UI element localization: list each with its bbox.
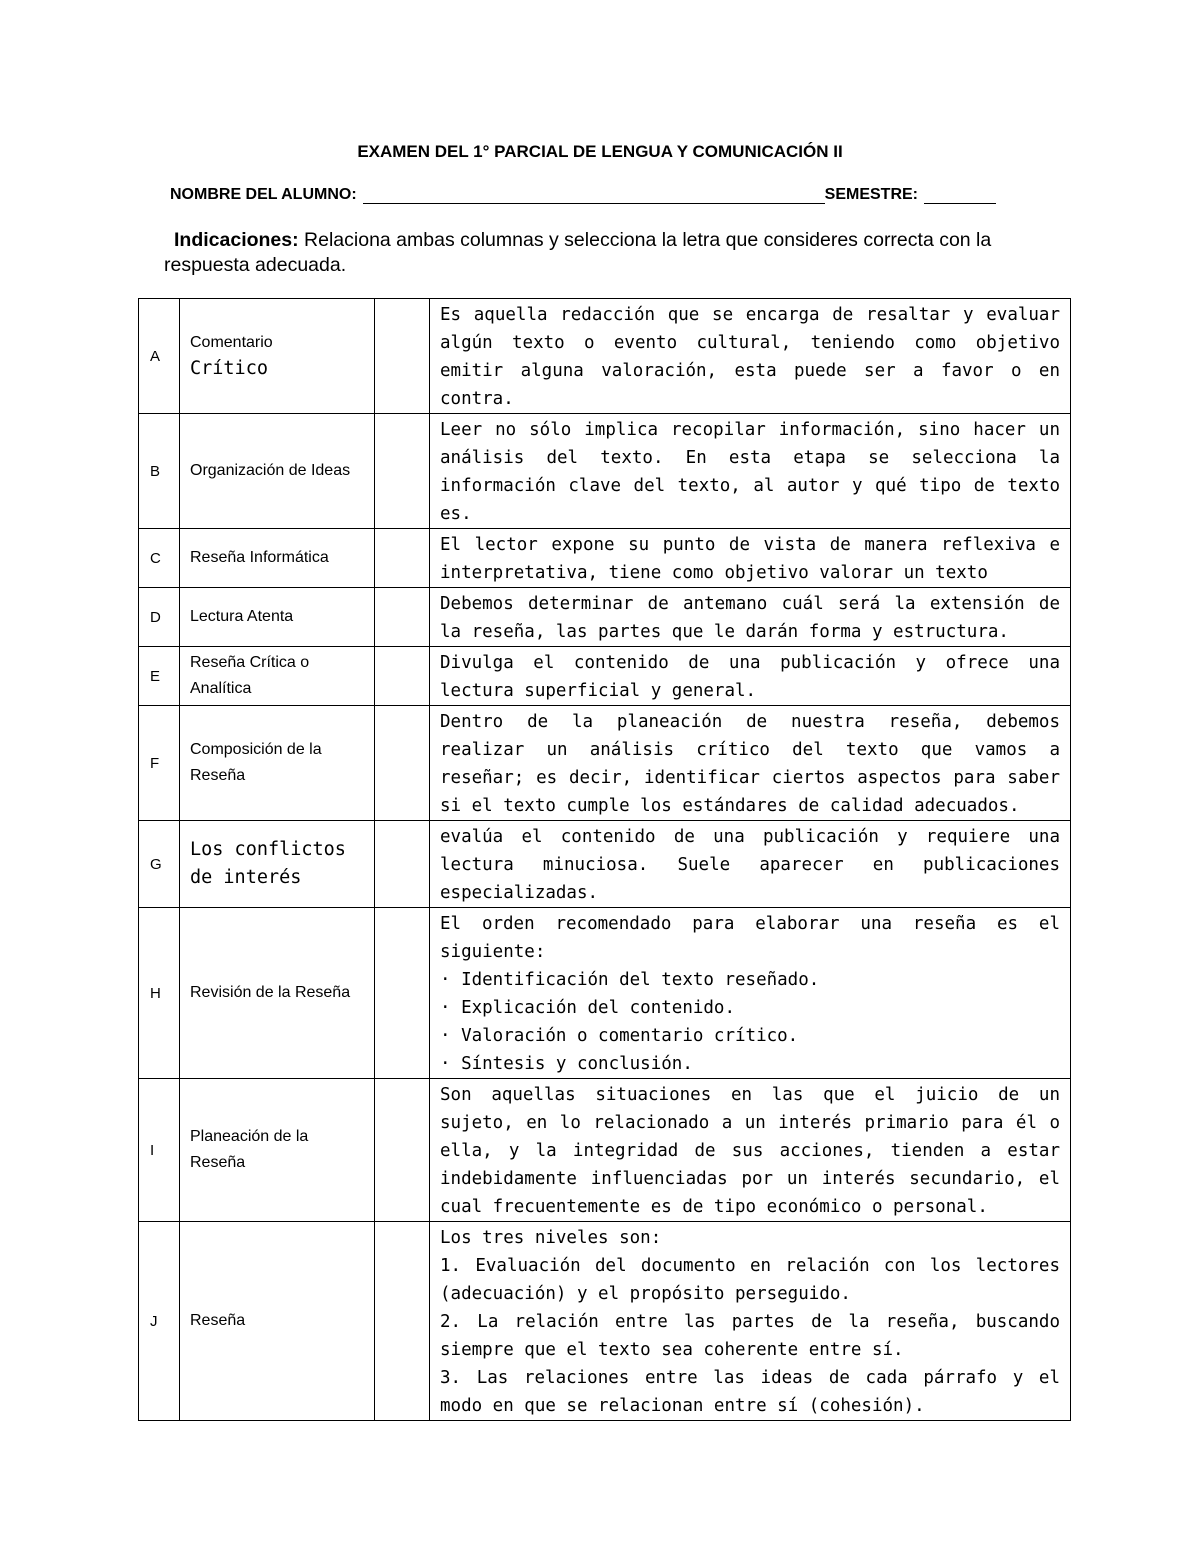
instructions-label: Indicaciones: [174,229,299,251]
row-concept: Organización de Ideas [180,414,375,529]
table-row [139,647,1071,706]
definition-line: · Síntesis y conclusión. [440,1054,693,1074]
row-letter: D [139,588,180,647]
answer-cell[interactable] [375,529,430,588]
row-letter: A [139,299,180,414]
definition-line: · Valoración o comentario crítico. [440,1026,799,1046]
definition-line: Los tres niveles son: [440,1228,662,1248]
row-letter: H [139,908,180,1079]
row-definition: Divulga el contenido de una publicación y ofrece una lectura superficial y general. [430,647,1071,706]
row-concept: Reseña Informática [180,529,375,588]
row-letter: C [139,529,180,588]
row-definition: El lector expone su punto de vista de manera reflexiva e interpretativa, tiene como objetivo valorar un texto [430,529,1071,588]
table-row [139,706,1071,821]
table-row [139,1079,1071,1222]
instructions [164,228,1044,278]
answer-cell[interactable] [375,588,430,647]
answer-cell[interactable] [375,299,430,414]
table-row [139,588,1071,647]
row-letter: J [139,1222,180,1421]
definition-line: · Identificación del texto reseñado. [440,970,820,990]
row-definition: Dentro de la planeación de nuestra reseña, debemos realizar un análisis crítico del texto que vamos a reseñar; es decir, identificar ciertos aspectos para saber si el texto cumple los estándares de calidad adecuados. [430,706,1071,821]
answer-cell[interactable] [375,414,430,529]
semester-label: SEMESTRE: [824,186,918,203]
answer-cell[interactable] [375,821,430,908]
concept-line: Comentario [190,333,273,351]
row-letter: E [139,647,180,706]
row-concept: Los conflictos de interés [180,821,375,908]
answer-cell[interactable] [375,908,430,1079]
table-row [139,414,1071,529]
row-definition: Son aquellas situaciones en las que el juicio de un sujeto, en lo relacionado a un interés primario para él o ella, y la integridad de sus acciones, tienden a estar indebidamente influenciadas por un interés secundario, el cual frecuentemente es de tipo económico o personal. [430,1079,1071,1222]
row-letter: I [139,1079,180,1222]
row-concept: Reseña Crítica o Analítica [180,647,375,706]
row-concept: Composición de la Reseña [180,706,375,821]
row-definition: Debemos determinar de antemano cuál será la extensión de la reseña, las partes que le darán forma y estructura. [430,588,1071,647]
definition-line: 2. La relación entre las partes de la reseña, buscando siempre que el texto sea coherente entre sí. [440,1312,1060,1360]
row-definition: Es aquella redacción que se encarga de resaltar y evaluar algún texto o evento cultural, teniendo como objetivo emitir alguna valoración, esta puede ser a favor o en contra. [430,299,1071,414]
answer-cell[interactable] [375,1222,430,1421]
row-letter: B [139,414,180,529]
table-row [139,529,1071,588]
row-letter: F [139,706,180,821]
row-concept: Lectura Atenta [180,588,375,647]
table-row [139,821,1071,908]
row-definition: Leer no sólo implica recopilar información, sino hacer un análisis del texto. En esta etapa se selecciona la información clave del texto, al autor y qué tipo de texto es. [430,414,1071,529]
row-concept: Planeación de la Reseña [180,1079,375,1222]
student-name-blank[interactable] [363,187,825,204]
table-row [139,299,1071,414]
definition-line: 3. Las relaciones entre las ideas de cada párrafo y el modo en que se relacionan entre sí (cohesión). [440,1368,1060,1416]
row-letter: G [139,821,180,908]
table-row [139,908,1071,1079]
answer-cell[interactable] [375,647,430,706]
definition-line: 1. Evaluación del documento en relación con los lectores (adecuación) y el propósito perseguido. [440,1256,1060,1304]
student-info-line [170,186,1020,204]
definition-line: · Explicación del contenido. [440,998,736,1018]
exam-title: EXAMEN DEL 1° PARCIAL DE LENGUA Y COMUNICACIÓN II [357,142,843,161]
row-concept [180,299,375,414]
matching-table [138,298,1071,1421]
row-definition [430,908,1071,1079]
row-concept: Reseña [180,1222,375,1421]
instructions-text: Relaciona ambas columnas y selecciona la letra que consideres correcta con la respuesta adecuada. [164,229,992,276]
row-definition [430,1222,1071,1421]
semester-blank[interactable] [924,187,996,204]
definition-line: El orden recomendado para elaborar una reseña es el siguiente: [440,914,1060,962]
student-name-label: NOMBRE DEL ALUMNO: [170,186,357,203]
answer-cell[interactable] [375,706,430,821]
row-concept: Revisión de la Reseña [180,908,375,1079]
table-row [139,1222,1071,1421]
answer-cell[interactable] [375,1079,430,1222]
row-definition: evalúa el contenido de una publicación y requiere una lectura minuciosa. Suele aparecer en publicaciones especializadas. [430,821,1071,908]
concept-line: Crítico [190,357,268,379]
